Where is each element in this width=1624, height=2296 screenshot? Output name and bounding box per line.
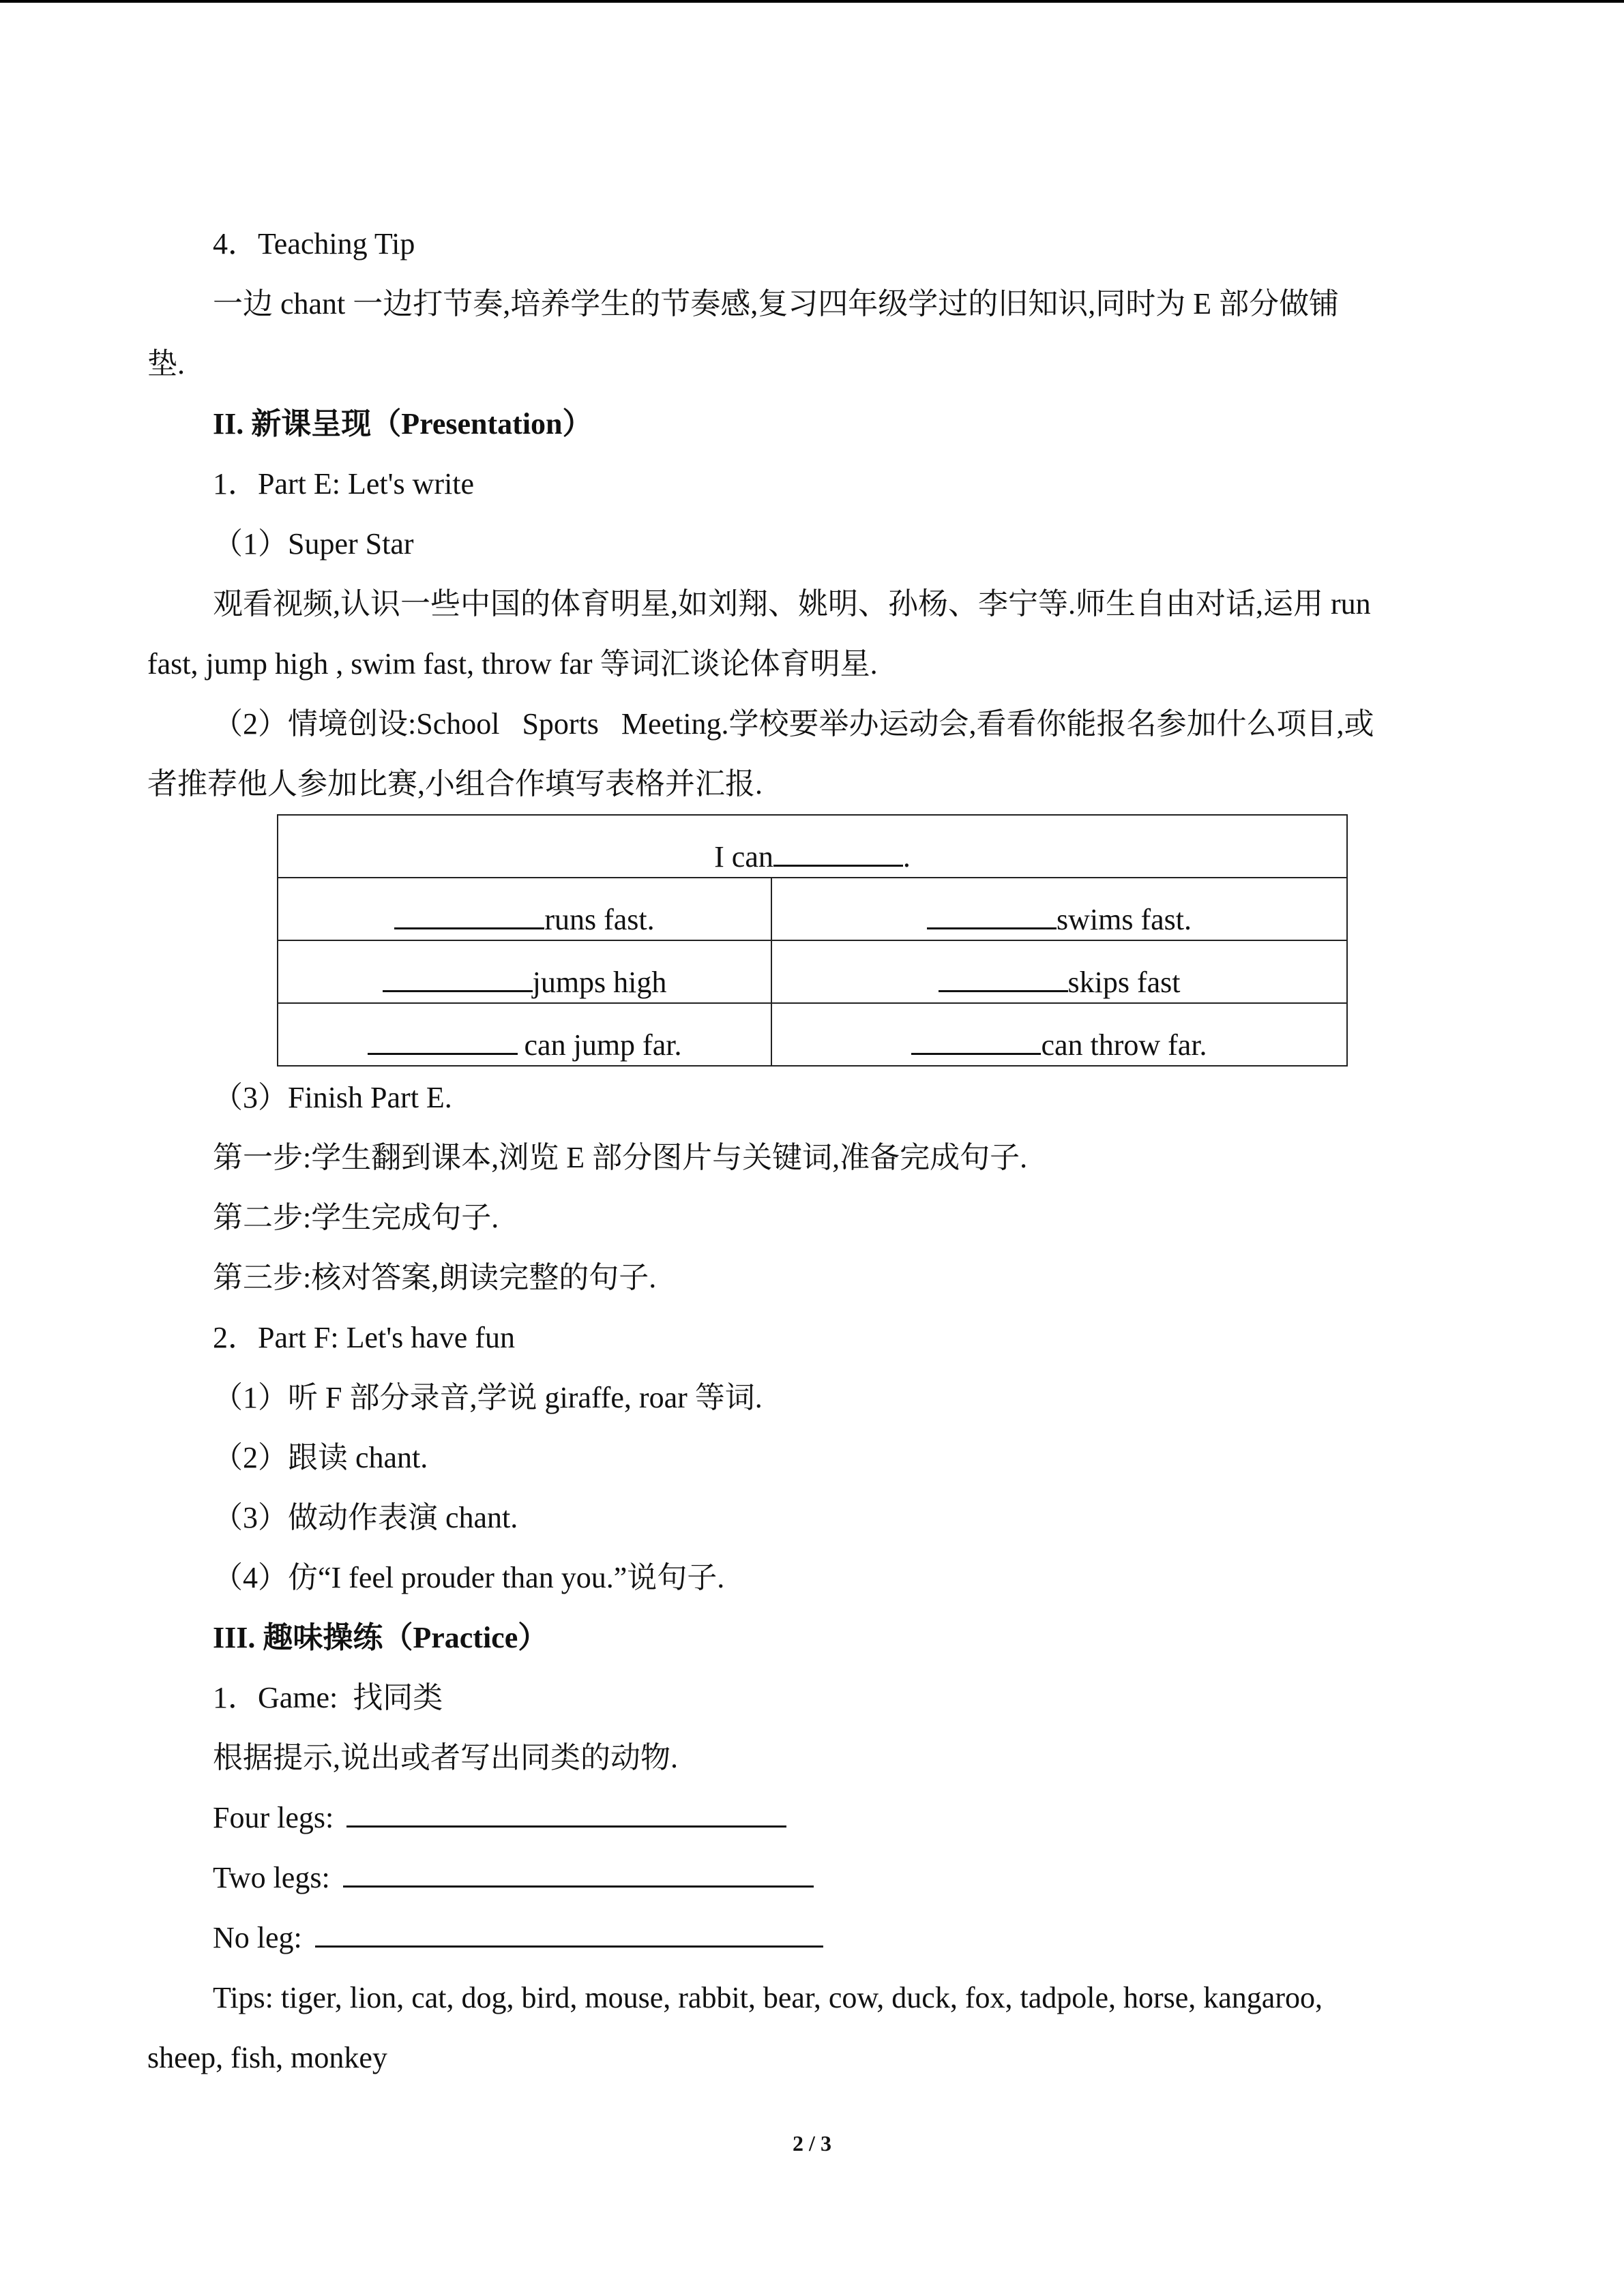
- part-e-heading: 1．Part E: Let's write: [213, 467, 475, 501]
- part-f-item-2: （2）跟读 chant.: [213, 1441, 428, 1474]
- part-f-item-4: （4）仿“I feel prouder than you.”说句子.: [213, 1561, 725, 1594]
- two-legs-blank[interactable]: [343, 1858, 814, 1888]
- four-legs-row: [147, 1788, 1477, 1848]
- teaching-tip-text-cont: 垫.: [147, 347, 185, 381]
- header-blank: [773, 840, 903, 867]
- part-f-item-1: （1）听 F 部分录音,学说 giraffe, roar 等词.: [213, 1381, 763, 1414]
- table-header-row: [278, 815, 1347, 878]
- cell-blank: [927, 903, 1057, 929]
- header-suffix: .: [902, 840, 911, 874]
- step-one: 第一步:学生翻到课本,浏览 E 部分图片与关键词,准备完成句子.: [213, 1141, 1028, 1174]
- context-paragraph: （2）情境创设:School Sports Meeting.学校要举办运动会,看看你能报名参加什么项目,或: [213, 707, 1374, 741]
- game-heading: 1．Game: 找同类: [213, 1681, 443, 1714]
- tips-line: Tips: tiger, lion, cat, dog, bird, mouse, rabbit, bear, cow, duck, fox, tadpole, horse, kangaroo,: [213, 1981, 1323, 2014]
- table-header-cell: [278, 815, 1347, 878]
- finish-part-e: （3）Finish Part E.: [213, 1081, 452, 1114]
- cell-text: can jump far.: [524, 1028, 682, 1062]
- header-prefix: I can: [714, 840, 773, 874]
- video-paragraph: 观看视频,认识一些中国的体育明星,如刘翔、姚明、孙杨、李宁等.师生自由对话,运用 run: [213, 587, 1371, 621]
- section-presentation-heading: II. 新课呈现（Presentation）: [213, 407, 593, 441]
- sports-meeting-table: [277, 814, 1348, 1067]
- top-border-rule: [0, 0, 1624, 3]
- document-page: [147, 214, 1477, 2088]
- table-cell: [278, 940, 771, 1003]
- table-cell: [278, 878, 771, 940]
- cell-blank: [911, 1028, 1041, 1055]
- table-cell: [278, 1003, 771, 1066]
- page-number: 2 / 3: [793, 2131, 831, 2156]
- tips-line-cont: sheep, fish, monkey: [147, 2041, 387, 2074]
- section-practice-heading: III. 趣味操练（Practice）: [213, 1621, 548, 1654]
- teaching-tip-heading: 4．Teaching Tip: [213, 227, 415, 260]
- no-leg-row: [147, 1908, 1477, 1968]
- table-row: [278, 940, 1347, 1003]
- step-three: 第三步:核对答案,朗读完整的句子.: [213, 1261, 657, 1294]
- four-legs-label: Four legs:: [213, 1801, 334, 1834]
- cell-blank: [939, 966, 1068, 992]
- table-row: [278, 1003, 1347, 1066]
- table-cell: [771, 878, 1347, 940]
- video-paragraph-cont: fast, jump high , swim fast, throw far 等词汇谈论体育明星.: [147, 647, 878, 681]
- no-leg-blank[interactable]: [315, 1918, 823, 1948]
- cell-text: skips fast: [1067, 966, 1181, 999]
- no-leg-label: No leg:: [213, 1921, 302, 1954]
- table-row: [278, 878, 1347, 940]
- two-legs-row: [147, 1848, 1477, 1908]
- game-instruction: 根据提示,说出或者写出同类的动物.: [213, 1741, 678, 1774]
- cell-text: runs fast.: [544, 903, 655, 936]
- step-two: 第二步:学生完成句子.: [213, 1201, 499, 1234]
- part-f-heading: 2．Part F: Let's have fun: [213, 1321, 515, 1354]
- table-cell: [771, 940, 1347, 1003]
- teaching-tip-text: 一边 chant 一边打节奏,培养学生的节奏感,复习四年级学过的旧知识,同时为 E 部分做铺: [213, 287, 1340, 320]
- cell-text: jumps high: [532, 966, 667, 999]
- super-star-heading: （1）Super Star: [213, 527, 414, 561]
- table-cell: [771, 1003, 1347, 1066]
- two-legs-label: Two legs:: [213, 1861, 330, 1894]
- cell-text: swims fast.: [1057, 903, 1192, 936]
- cell-blank: [368, 1028, 518, 1055]
- cell-text: can throw far.: [1041, 1028, 1207, 1062]
- cell-blank: [383, 966, 533, 992]
- context-paragraph-cont: 者推荐他人参加比赛,小组合作填写表格并汇报.: [147, 767, 763, 801]
- cell-blank: [394, 903, 544, 929]
- part-f-item-3: （3）做动作表演 chant.: [213, 1501, 518, 1534]
- four-legs-blank[interactable]: [346, 1798, 786, 1828]
